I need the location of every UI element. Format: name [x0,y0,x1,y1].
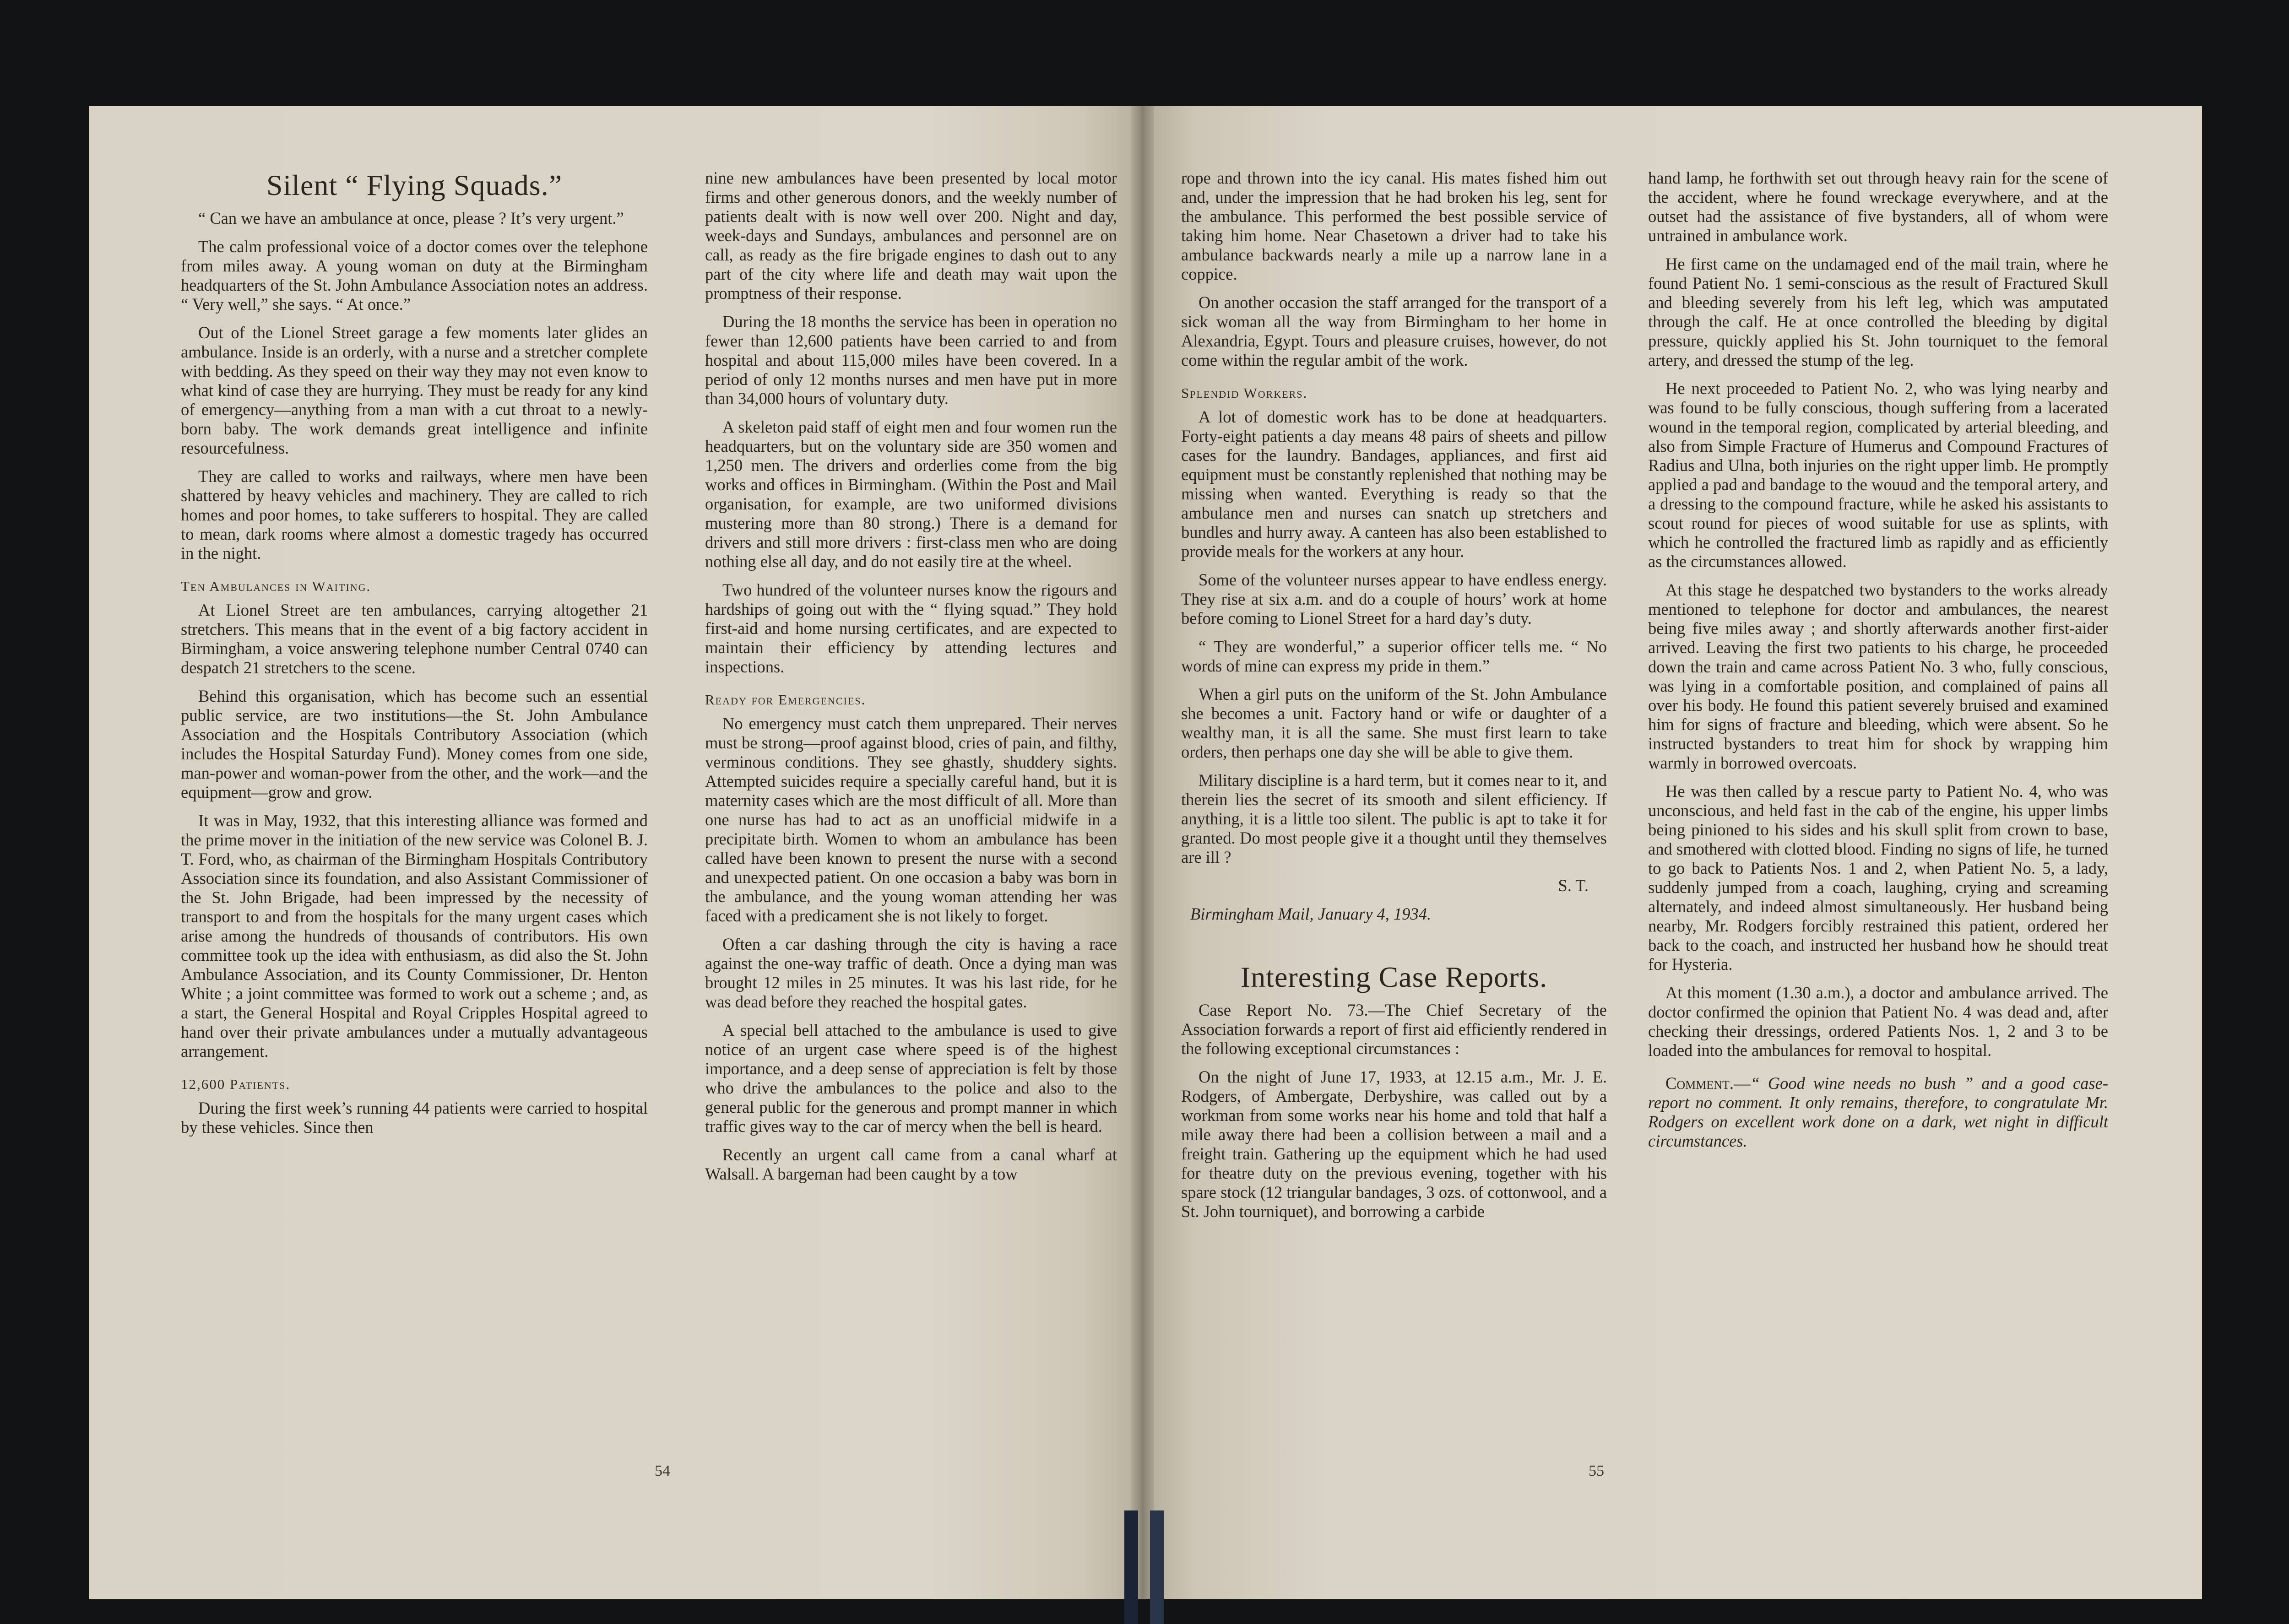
comment-text: “ Good wine needs no bush ” and a good case-report no comment. It only remains, therefore, to congratulate Mr. Rodgers on excellent work done on a dark, wet night in difficult circumstances. [1648,1074,2108,1150]
binding-gutter [1131,106,1154,1599]
source-credit: Birmingham Mail, January 4, 1934. [1190,904,1432,923]
paragraph: A skeleton paid staff of eight men and four women run the headquarters, but on the voluntary side are 350 women and 1,250 men. The drivers and orderlies come from the big works and offices in Birmingham. (Within the Post and Mail organisation, for example, are two uniformed divisions mustering more than 80 strong.) There is a demand for drivers and still more drivers : first-class men who are doing nothing else all day, and do not easily tire at the wheel. [705,417,1117,571]
paragraph: On another occasion the staff arranged for the transport of a sick woman all the way from Birmingham to her home in Alexandria, Egypt. Tours and pleasure cruises, however, do not come within the regular ambit of the work. [1181,293,1607,369]
page-number-left: 54 [655,1462,670,1479]
binding-ribbon [1124,1510,1138,1624]
paragraph: “ They are wonderful,” a superior officer tells me. “ No words of mine can express my pride in them.” [1181,637,1607,675]
section-heading: Splendid Workers. [1181,385,1308,401]
editor-comment [1648,1074,2108,1151]
paragraph: Two hundred of the volunteer nurses know the rigours and hardships of going out with the “ flying squad.” They hold first-aid and home nursing certificates, and are expected to maintain their efficiency by attending lectures and inspections. [705,580,1117,676]
paragraph: When a girl puts on the uniform of the St. John Ambulance she becomes a unit. Factory hand or wife or daughter of a wealthy man, it is all the same. She must first learn to take orders, then perhaps one day she will be able to give them. [1181,685,1607,761]
paragraph: A special bell attached to the ambulance is used to give notice of an urgent case where speed is of the highest importance, and a deep sense of appreciation is felt by those who drive the ambulances to the police and also to the general public for the generous and prompt manner in which traffic gives way to the car of mercy when the bell is heard. [705,1021,1117,1136]
column-4 [1648,168,2108,1160]
paragraph: It was in May, 1932, that this interesting alliance was formed and the prime mover in the initiation of the new service was Colonel B. J. T. Ford, who, as chairman of the Birmingham Hospitals Contributory Association since its foundation, and also Assistant Commissioner of the St. John Brigade, had been impressed by the necessity of transport to and from the hospitals for the many urgent cases which arise among the hundreds of thousands of contributors. His own committee took up the idea with enthusiasm, as did also the St. John Ambulance Association, and its County Commissioner, Dr. Henton White ; a joint committee was formed to work out a scheme ; and, as a start, the General Hospital and Royal Cripples Hospital agreed to hand over their private ambulances under a mutually advantageous arrangement. [181,811,648,1061]
paragraph: During the first week’s running 44 patients were carried to hospital by these vehicles. Since then [181,1099,648,1137]
paragraph: He first came on the undamaged end of the mail train, where he found Patient No. 1 semi-conscious as the result of Fractured Skull and bleeding severely from his left leg, which was amputated through the calf. He at once controlled the bleeding by digital pressure, quickly applied his St. John tourniquet to the femoral artery, and dressed the stump of the leg. [1648,254,2108,369]
column-1 [181,168,648,1146]
paragraph: “ Can we have an ambulance at once, please ? It’s very urgent.” [198,209,624,227]
paragraph: Case Report No. 73.—The Chief Secretary of the Association forwards a report of first aid efficiently rendered in the following exceptional circumstances : [1181,1001,1607,1058]
paragraph: He next proceeded to Patient No. 2, who was lying nearby and was found to be fully conscious, though suffering from a lacerated wound in the temporal region, complicated by arterial bleeding, and also from Simple Fracture of Humerus and Compound Fractures of Radius and Ulna, both injuries on the right upper limb. He promptly applied a pad and bandage to the wouud and the temporal artery, and a dressing to the compound fracture, while he asked his assistants to scout round for pieces of wood suitable for use as splints, with which he controlled the fractured limb as rapidly and as efficiently as the circumstances allowed. [1648,379,2108,571]
paragraph: He was then called by a rescue party to Patient No. 4, who was unconscious, and held fast in the cab of the engine, his upper limbs being pinioned to his sides and his skull split from crown to base, and smothered with clotted blood. Finding no signs of life, he turned to go back to Patients Nos. 1 and 2, when Patient No. 5, a lady, suddenly jumped from a coach, laughing, crying and screaming alternately, and indeed almost simultaneously. Her husband being nearby, Mr. Rodgers forcibly restrained this patient, ordered her back to the coach, and instructed her husband how he should treat for Hysteria. [1648,782,2108,974]
paragraph: On the night of June 17, 1933, at 12.15 a.m., Mr. J. E. Rodgers, of Ambergate, Derbyshire, was called out by a workman from some works near his home and told that half a mile away there had been a collision between a mail and a freight train. Gathering up the equipment which he had used for theatre duty on the previous evening, together with his spare stock (12 triangular bandages, 3 ozs. of cottonwool, and a St. John tourniquet), and borrowing a carbide [1181,1067,1607,1221]
column-3 [1181,168,1607,1230]
paragraph: Often a car dashing through the city is having a race against the one-way traffic of death. Once a dying man was brought 12 miles in 25 minutes. It was his last ride, for he was dead before they reached the hospital gates. [705,935,1117,1011]
paragraph: A lot of domestic work has to be done at headquarters. Forty-eight patients a day means 48 pairs of sheets and pillow cases for the laundry. Bandages, appliances, and first aid equipment must be constantly replenished that nothing may be missing when wanted. Everything is ready so that the ambulance men and nurses can snatch up stretchers and bundles and hurry away. A canteen has also been established to provide meals for the workers at any hour. [1181,407,1607,561]
section-heading: 12,600 Patients. [181,1076,291,1092]
comment-lead: Comment.— [1665,1074,1751,1093]
paragraph: Some of the volunteer nurses appear to have endless energy. They rise at six a.m. and do a couple of hours’ work at home before coming to Lionel Street for a hard day’s duty. [1181,570,1607,628]
paragraph: They are called to works and railways, where men have been shattered by heavy vehicles and machinery. They are called to rich homes and poor homes, to take sufferers to hospital. They are called to mean, dark rooms where almost a domestic tragedy has occurred in the night. [181,467,648,563]
section-heading: Ready for Emergencies. [705,692,866,708]
paragraph: Behind this organisation, which has become such an essential public service, are two institutions—the St. John Ambulance Association and the Hospitals Contributory Association (which includes the Hospital Saturday Fund). Money comes from one side, man-power and woman-power from the other, and the work—and the equipment—grow and grow. [181,687,648,801]
paragraph: At Lionel Street are ten ambulances, carrying altogether 21 stretchers. This means that in the event of a big factory accident in Birmingham, a voice answering telephone number Central 0740 can despatch 21 stretchers to the scene. [181,601,648,677]
column-2 [705,168,1117,1193]
paragraph: During the 18 months the service has been in operation no fewer than 12,600 patients have been carried to and from hospital and about 115,000 miles have been covered. In a period of only 12 months nurses and men have put in more than 34,000 hours of voluntary duty. [705,312,1117,408]
paragraph: hand lamp, he forthwith set out through heavy rain for the scene of the accident, where he found wreckage everywhere, and at the outset had the assistance of five bystanders, all of whom were untrained in ambulance work. [1648,168,2108,245]
page-number-right: 55 [1589,1462,1604,1479]
paragraph: rope and thrown into the icy canal. His mates fished him out and, under the impression that he had broken his leg, sent for the ambulance. This performed the best possible service of taking him home. Near Chasetown a driver had to take his ambulance backwards nearly a mile up a narrow lane in a coppice. [1181,168,1607,283]
author-signature: S. T. [1558,876,1589,895]
paragraph: nine new ambulances have been presented by local motor firms and other generous donors, and the weekly number of patients dealt with is now well over 200. Night and day, week-days and Sundays, ambulances and personnel are on call, as ready as the fire brigade engines to dash out to any part of the city where life and death may wait upon the promptness of their response. [705,168,1117,303]
article-title: Silent “ Flying Squads.” [266,169,563,201]
paragraph: Recently an urgent call came from a canal wharf at Walsall. A bargeman had been caught by a tow [705,1145,1117,1183]
paragraph: At this moment (1.30 a.m.), a doctor and ambulance arrived. The doctor confirmed the opinion that Patient No. 4 was dead and, after checking their dressings, ordered Patients Nos. 1, 2 and 3 to be loaded into the ambulances for removal to hospital. [1648,983,2108,1060]
paragraph: Military discipline is a hard term, but it comes near to it, and therein lies the secret of its smooth and silent efficiency. If anything, it is a little too silent. The public is apt to take it for granted. Do most people give it a thought until they themselves are ill ? [1181,771,1607,866]
paragraph: Out of the Lionel Street garage a few moments later glides an ambulance. Inside is an orderly, with a nurse and a stretcher complete with bedding. As they speed on their way they may not even know to what kind of case they are hurrying. They must be ready for any kind of emergency—anything from a man with a cut throat to a newly-born baby. The work demands great intelligence and infinite resourcefulness. [181,323,648,457]
section-heading: Ten Ambulances in Waiting. [181,578,371,594]
binding-ribbon-2 [1150,1510,1164,1624]
section-title: Interesting Case Reports. [1240,961,1548,993]
paragraph: At this stage he despatched two bystanders to the works already mentioned to telephone for doctor and ambulances, the nearest being five miles away ; and shortly afterwards another first-aider arrived. Leaving the first two patients to his charge, he proceeded down the train and came across Patient No. 3 who, fully conscious, was lying in a comfortable position, and complained of pains all over his body. He found this patient severely bruised and examined him for signs of fracture and bleeding, which were absent. So he instructed bystanders to treat him for shock by wrapping him warmly in borrowed overcoats. [1648,580,2108,772]
paragraph: No emergency must catch them unprepared. Their nerves must be strong—proof against blood, cries of pain, and filthy, verminous conditions. They see ghastly, shuddery sights. Attempted suicides require a specially careful hand, but it is maternity cases which are the most difficult of all. More than one nurse has had to act as an unofficial midwife in a precipitate birth. Women to whom an ambulance has been called have been known to present the nurse with a second and unexpected patient. On one occasion a baby was born in the ambulance, and the young woman attending her was faced with a predicament she is not likely to forget. [705,714,1117,925]
paragraph: The calm professional voice of a doctor comes over the telephone from miles away. A young woman on duty at the Birmingham headquarters of the St. John Ambulance Association notes an address. “ Very well,” she says. “ At once.” [181,237,648,314]
